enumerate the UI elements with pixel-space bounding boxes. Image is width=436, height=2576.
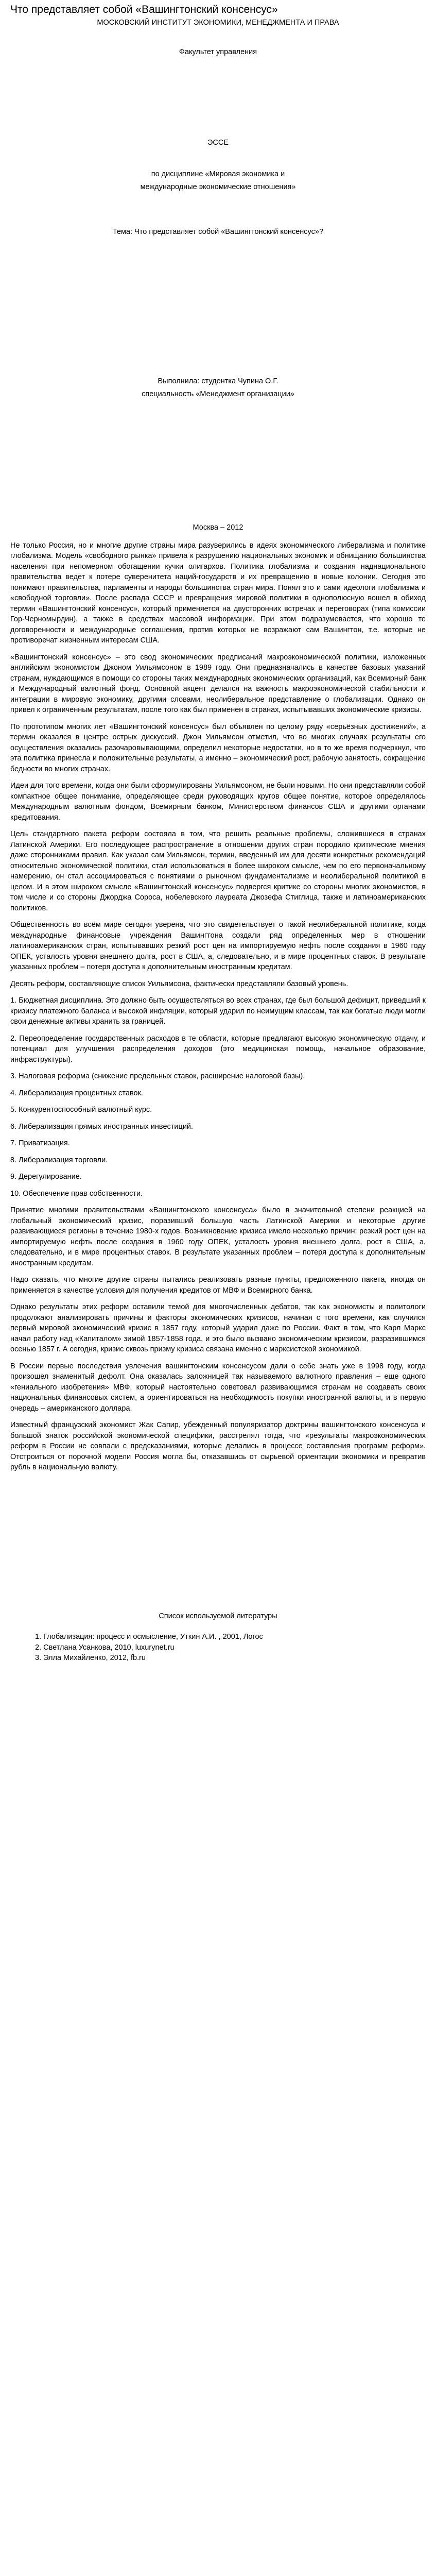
author-block bbox=[10, 375, 426, 401]
essay-topic: Тема: Что представляет собой «Вашингтонский консенсус»? bbox=[112, 227, 324, 236]
city-year: Москва – 2012 bbox=[193, 523, 243, 532]
paragraph: Принятие многими правительствами «Вашингтонского консенсуса» было в значительной степени реакцией на глобальный экономический кризис, поразивший большую часть Латинской Америки и некоторые другие развивающиеся регионы в течение 1980-х годов. Возникновение кризиса имело несколько причин: резкий рост цен на импортируемую нефть после создания в 1960 году ОПЕК, усталость уровня внешнего долга, рост в США, а, следовательно, и в мире процентных ставок. В результате указанных проблем – потеря доступа к дополнительным иностранным кредитам. bbox=[10, 1206, 426, 1267]
paragraph: Не только Россия, но и многие другие страны мира разуверились в идеях экономического либерализма и политике глобализма. Модель «свободного рынка» привела к разрушению национальных экономик и обнищанию большинства населения при непомерном обогащении кучки олигархов. Политика глобализма и создания наднационального правительства ведет к потере суверенитета наций-государств и их превращению в новые колонии. Сегодня это понимают правительства, парламенты и народы большинства стран мира. Понял это и сами идеологи глобализма и «свободной торговли». После распада СССР и превращения мировой политики в однополюсную вошел в обиход термин «Вашингтонский консенсус», который применяется на двусторонних встречах и переговорах (типа комиссии Гор-Черномырдин), а также в средствах массовой информации. При этом подразумевается, что хорошо те договоренности и международные соглашения, против которых не возражают сам Вашингтон, т.е. которые не противоречат жизненным интересам США. bbox=[10, 541, 426, 645]
author-line: Выполнила: студентка Чупина О.Г. bbox=[158, 377, 278, 385]
reference-item: 2. Светлана Усанкова, 2010, luxurynet.ru bbox=[35, 1643, 175, 1652]
discipline-line: по дисциплине «Мировая экономика и bbox=[151, 170, 285, 178]
reference-item: 1. Глобализация: процесс и осмысление, Уткин А.И. , 2001, Логос bbox=[35, 1633, 263, 1641]
paragraph: Десять реформ, составляющие список Уильямсона, фактически представляли базовый уровень. bbox=[10, 979, 348, 988]
paragraph: Идеи для того времени, когда они были сформулированы Уильямсоном, не были новыми. Но они представляли собой компактное общее понимание, определяющее среди руководящих кругов общее понятие, которое определялось Международным валютным фондом, Всемирным банком, Министерством финансов США и другими органами кредитования. bbox=[10, 782, 426, 822]
essay-body bbox=[10, 540, 426, 1473]
paragraph: 6. Либерализация прямых иностранных инвестиций. bbox=[10, 1122, 194, 1131]
paragraph: Общественность во всём мире сегодня уверена, что это свидетельствует о такой неолиберальной политике, когда международные финансовые учреждения Вашингтона создали ряд определенных мер в отношении латиноамериканских стран, испытывавших резкий рост цен на импортируемую нефть после создания в 1960 году ОПЕК, усталость уровня внешнего долга, рост в США, а, следовательно, и в мире процентных ставок. В результате указанных проблем – потеря доступа к дополнительным иностранным кредитам. bbox=[10, 921, 426, 971]
paragraph: 8. Либерализация торговли. bbox=[10, 1156, 108, 1164]
author-line: специальность «Менеджмент организации» bbox=[142, 390, 294, 398]
paragraph: 5. Конкурентоспособный валютный курс. bbox=[10, 1106, 152, 1114]
reference-item: 3. Элла Михайленко, 2012, fb.ru bbox=[35, 1654, 146, 1662]
paragraph: Надо сказать, что многие другие страны пытались реализовать разные пункты, предложенного пакета, иногда он применяется в качестве условия для получения кредитов от МВФ и Всемирного банка. bbox=[10, 1276, 426, 1295]
paragraph: Однако результаты этих реформ оставили темой для многочисленных дебатов, так как экономисты и политологи продолжают анализировать причины и факторы экономических кризисов, начиная с того времени, как случился первый мировой экономический кризис в 1857 году, который ударил даже по России. Факт в том, что Карл Маркс начал работу над «Капиталом» зимой 1857-1858 года, и это было вызвано экономическим кризисом, разразившимся осенью 1857 г. А сегодня, кризис сквозь призму кризиса связана именно с марксистской экономикой. bbox=[10, 1303, 426, 1353]
paragraph: «Вашингтонский консенсус» – это свод экономических предписаний макроэкономической политики, изложенных английским экономистом Джоном Уильямсоном в 1989 году. Они предназначались в качестве базовых указаний странам, нуждающимся в помощи со стороны таких международных экономических организаций, как Всемирный банк и Международный валютный фонд. Основной акцент делался на важность макроэкономической стабильности и интеграции в мировую экономику, другими словами, неолиберальное представление о глобализации. Однако он привел к ограниченным результатам, после того как был применен в странах, испытывавших экономические кризисы. bbox=[10, 653, 426, 714]
essay-label: ЭССЕ bbox=[207, 139, 229, 147]
paragraph: 1. Бюджетная дисциплина. Это должно быть осуществляться во всех странах, где был большой дефицит, приведший к кризису платежного баланса и высокой инфляции, который ударил по неимущим классам, так как богатые люди могли свои денежные активы хранить за границей. bbox=[10, 996, 426, 1026]
paragraph: 2. Переопределение государственных расходов в те области, которые предлагают высокую экономическую отдачу, и потенциал для улучшения распределения доходов (это медицинская помощь, начальное образование, инфраструктуры). bbox=[10, 1034, 426, 1064]
paragraph: 4. Либерализация процентных ставок. bbox=[10, 1089, 143, 1097]
paragraph: 7. Приватизация. bbox=[10, 1139, 70, 1147]
faculty-name: Факультет управления bbox=[179, 47, 257, 56]
discipline-line: международные экономические отношения» bbox=[140, 182, 296, 191]
paragraph: Цель стандартного пакета реформ состояла в том, что решить реальные проблемы, сложившиеся в странах Латинской Америки. Его последующее распространение в отношении других стран породило критические мнения даже сторонниками правил. Как указал сам Уильямсон, термин, введенный им для десяти конкретных рекомендаций относительно экономической политики, стал использоваться в более широком смысле, чем по его первоначальному намерению, он стал ассоциироваться с понятиями о рыночном фундаментализме и неолиберальной политикой в целом. И в этом широком смысле «Вашингтонский консенсус» подвергся критике со стороны многих экономистов, в том числе и со стороны Джорджа Сороса, нобелевского лауреата Джозефа Стиглица, также и латиноамериканских политиков. bbox=[10, 830, 426, 912]
paragraph: По прототипом многих лет «Вашингтонский консенсус» был объявлен по целому ряду «серьёзных достижений», а термин оказался в центре острых дискуссий. Джон Уильямсон отметил, что во многих случаях результаты его осуществления оказались разочаровывающими, определил некоторые недостатки, но в то же время подчеркнул, что эта политика принесла и положительные результаты, а именно – экономический рост, рабочую занятость, сокращение бедности во многих странах. bbox=[10, 722, 426, 773]
institute-name: МОСКОВСКИЙ ИНСТИТУТ ЭКОНОМИКИ, МЕНЕДЖМЕНТА И ПРАВА bbox=[97, 19, 339, 27]
paragraph: 9. Дерегулирование. bbox=[10, 1173, 82, 1181]
paragraph: 10. Обеспечение прав собственности. bbox=[10, 1189, 143, 1198]
paragraph: Известный французский экономист Жак Сапир, убежденный популяризатор доктрины вашингтонского консенсуса и большой знаток российской экономической специфики, расстрелял тогда, что «результаты макроэкономических реформ в России не совпали с предсказаниями, которые делались в процессе составления программ реформ». Отстроиться от порочной модели Россия могла бы, отказавшись от сырьевой ориентации экономики и превратив рубль в национальную валюту. bbox=[10, 1421, 426, 1471]
paragraph: В России первые последствия увлечения вашингтонским консенсусом дали о себе знать уже в 1998 году, когда произошел знаменитый дефолт. Она оказалась заложницей так называемого валютного правления – еще одного «гениального изобретения» МВФ, который настоятельно советовал развивающимся странам не создавать своих национальных финансовых систем, а ориентироваться на необходимость покупки иностранной валюты, и в первую очередь – американского доллара. bbox=[10, 1362, 426, 1413]
references-list bbox=[10, 1632, 426, 1664]
references-title: Список используемой литературы bbox=[159, 1612, 277, 1620]
paragraph: 3. Налоговая реформа (снижение предельных ставок, расширение налоговой базы). bbox=[10, 1072, 305, 1080]
discipline-block bbox=[10, 168, 426, 194]
document-page bbox=[0, 3, 436, 1664]
document-title: Что представляет собой «Вашингтонский консенсус» bbox=[10, 4, 278, 15]
